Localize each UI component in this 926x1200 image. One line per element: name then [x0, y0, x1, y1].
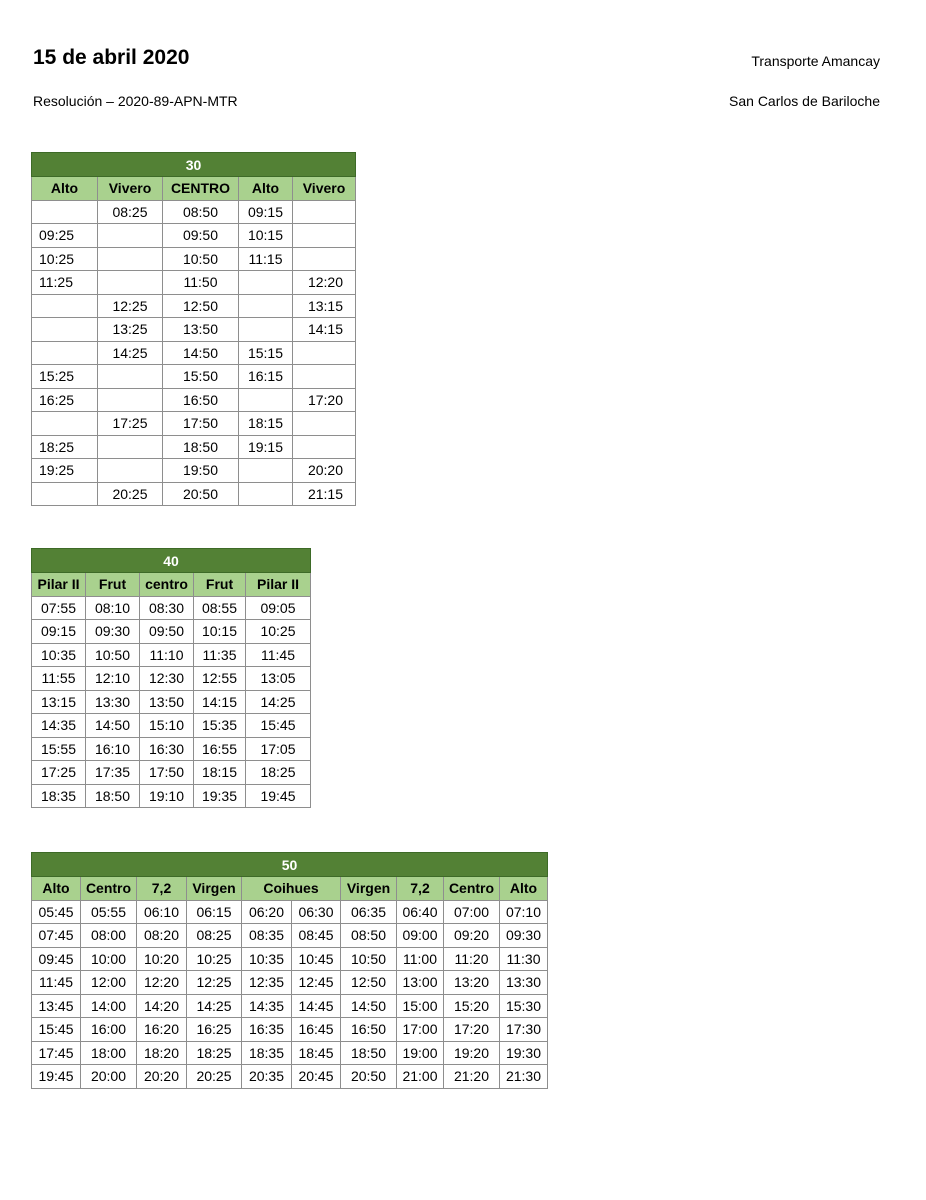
time-cell: 10:50	[341, 947, 397, 971]
time-cell: 18:15	[239, 412, 293, 436]
time-cell: 12:20	[137, 971, 187, 995]
time-cell: 07:10	[500, 900, 548, 924]
time-cell: 08:50	[341, 924, 397, 948]
time-cell: 09:05	[246, 596, 311, 620]
time-cell: 11:25	[32, 271, 98, 295]
table-row	[32, 1065, 548, 1089]
time-cell: 13:25	[98, 318, 163, 342]
time-cell: 10:45	[292, 947, 341, 971]
time-cell: 11:20	[444, 947, 500, 971]
time-cell: 18:25	[246, 761, 311, 785]
table-row	[32, 761, 311, 785]
time-cell: 16:10	[86, 737, 140, 761]
time-cell: 09:00	[397, 924, 444, 948]
time-cell: 08:25	[98, 200, 163, 224]
time-cell: 14:45	[292, 994, 341, 1018]
table-row	[32, 596, 311, 620]
time-cell: 12:35	[242, 971, 292, 995]
time-cell: 10:35	[32, 643, 86, 667]
time-cell: 18:50	[86, 784, 140, 808]
time-cell	[98, 459, 163, 483]
time-cell	[98, 388, 163, 412]
time-cell	[98, 224, 163, 248]
time-cell: 06:10	[137, 900, 187, 924]
time-cell: 19:35	[194, 784, 246, 808]
time-cell: 09:50	[163, 224, 239, 248]
time-cell: 20:50	[341, 1065, 397, 1089]
time-cell	[239, 271, 293, 295]
time-cell: 11:55	[32, 667, 86, 691]
time-cell: 14:25	[98, 341, 163, 365]
time-cell: 11:10	[140, 643, 194, 667]
time-cell: 17:20	[293, 388, 356, 412]
time-cell: 08:00	[81, 924, 137, 948]
column-header: Frut	[194, 573, 246, 597]
time-cell: 15:30	[500, 994, 548, 1018]
time-cell: 17:25	[98, 412, 163, 436]
time-cell: 13:45	[32, 994, 81, 1018]
time-cell: 14:50	[163, 341, 239, 365]
time-cell	[293, 224, 356, 248]
table-row	[32, 294, 356, 318]
time-cell: 09:15	[239, 200, 293, 224]
time-cell: 09:30	[500, 924, 548, 948]
time-cell: 19:00	[397, 1041, 444, 1065]
table-row	[32, 714, 311, 738]
time-cell: 13:30	[86, 690, 140, 714]
table-row	[32, 994, 548, 1018]
time-cell: 21:15	[293, 482, 356, 506]
time-cell	[239, 294, 293, 318]
table-row	[32, 900, 548, 924]
column-header: Virgen	[187, 877, 242, 901]
time-cell: 17:30	[500, 1018, 548, 1042]
table-row	[32, 412, 356, 436]
time-cell: 06:30	[292, 900, 341, 924]
time-cell	[32, 412, 98, 436]
company-name: Transporte Amancay	[751, 53, 880, 69]
route-50-table	[31, 852, 548, 1089]
page-title: 15 de abril 2020	[33, 46, 190, 69]
time-cell: 18:50	[341, 1041, 397, 1065]
time-cell: 20:20	[137, 1065, 187, 1089]
time-cell	[32, 482, 98, 506]
table-row	[32, 643, 311, 667]
time-cell: 06:20	[242, 900, 292, 924]
table-row	[32, 620, 311, 644]
time-cell: 13:15	[32, 690, 86, 714]
time-cell: 06:15	[187, 900, 242, 924]
time-cell: 11:45	[32, 971, 81, 995]
time-cell: 07:45	[32, 924, 81, 948]
time-cell: 10:25	[187, 947, 242, 971]
column-header: Frut	[86, 573, 140, 597]
table-row	[32, 971, 548, 995]
time-cell: 16:50	[341, 1018, 397, 1042]
time-cell: 08:45	[292, 924, 341, 948]
time-cell: 08:55	[194, 596, 246, 620]
route-30-title: 30	[32, 153, 356, 177]
time-cell: 06:40	[397, 900, 444, 924]
table-row	[32, 924, 548, 948]
time-cell: 18:35	[32, 784, 86, 808]
time-cell: 12:50	[341, 971, 397, 995]
table-row	[32, 365, 356, 389]
time-cell: 21:20	[444, 1065, 500, 1089]
route-30-table	[31, 152, 356, 506]
time-cell: 10:50	[86, 643, 140, 667]
time-cell: 16:15	[239, 365, 293, 389]
time-cell: 11:15	[239, 247, 293, 271]
time-cell: 19:15	[239, 435, 293, 459]
column-header: Vivero	[293, 177, 356, 201]
time-cell: 09:30	[86, 620, 140, 644]
time-cell	[239, 482, 293, 506]
time-cell: 11:30	[500, 947, 548, 971]
time-cell: 14:35	[242, 994, 292, 1018]
time-cell: 16:45	[292, 1018, 341, 1042]
column-header: Alto	[239, 177, 293, 201]
time-cell: 14:25	[246, 690, 311, 714]
time-cell: 19:45	[32, 1065, 81, 1089]
time-cell: 13:50	[163, 318, 239, 342]
time-cell: 14:15	[293, 318, 356, 342]
time-cell: 16:30	[140, 737, 194, 761]
time-cell	[98, 271, 163, 295]
time-cell: 14:50	[86, 714, 140, 738]
time-cell: 14:00	[81, 994, 137, 1018]
time-cell: 17:20	[444, 1018, 500, 1042]
time-cell: 11:50	[163, 271, 239, 295]
time-cell	[239, 388, 293, 412]
time-cell: 15:00	[397, 994, 444, 1018]
time-cell: 10:00	[81, 947, 137, 971]
time-cell: 09:45	[32, 947, 81, 971]
time-cell: 21:00	[397, 1065, 444, 1089]
table-row	[32, 435, 356, 459]
time-cell: 08:20	[137, 924, 187, 948]
time-cell: 08:10	[86, 596, 140, 620]
time-cell: 15:35	[194, 714, 246, 738]
time-cell: 15:20	[444, 994, 500, 1018]
time-cell: 20:25	[98, 482, 163, 506]
route-50-title: 50	[32, 853, 548, 877]
time-cell: 13:20	[444, 971, 500, 995]
resolution-text: Resolución – 2020-89-APN-MTR	[33, 93, 238, 109]
route-40-title: 40	[32, 549, 311, 573]
table-row	[32, 737, 311, 761]
route-40-header-row	[32, 573, 311, 597]
table-row	[32, 318, 356, 342]
table-row	[32, 1041, 548, 1065]
table-row	[32, 200, 356, 224]
table-row	[32, 341, 356, 365]
time-cell: 20:20	[293, 459, 356, 483]
time-cell: 17:35	[86, 761, 140, 785]
city-name: San Carlos de Bariloche	[729, 93, 880, 109]
time-cell: 16:25	[187, 1018, 242, 1042]
column-header: centro	[140, 573, 194, 597]
time-cell	[98, 247, 163, 271]
time-cell	[32, 318, 98, 342]
time-cell	[32, 294, 98, 318]
time-cell: 17:50	[140, 761, 194, 785]
time-cell: 16:50	[163, 388, 239, 412]
time-cell: 17:00	[397, 1018, 444, 1042]
column-header: Centro	[81, 877, 137, 901]
time-cell: 19:45	[246, 784, 311, 808]
time-cell: 15:10	[140, 714, 194, 738]
time-cell	[98, 365, 163, 389]
table-row	[32, 388, 356, 412]
time-cell: 17:05	[246, 737, 311, 761]
time-cell: 10:25	[246, 620, 311, 644]
time-cell: 20:25	[187, 1065, 242, 1089]
column-header: Pilar II	[246, 573, 311, 597]
time-cell: 17:25	[32, 761, 86, 785]
time-cell: 19:25	[32, 459, 98, 483]
time-cell: 08:30	[140, 596, 194, 620]
time-cell	[293, 412, 356, 436]
time-cell: 13:30	[500, 971, 548, 995]
table-row	[32, 247, 356, 271]
time-cell	[239, 459, 293, 483]
time-cell: 07:55	[32, 596, 86, 620]
table-row	[32, 947, 548, 971]
time-cell: 12:00	[81, 971, 137, 995]
time-cell: 20:50	[163, 482, 239, 506]
time-cell: 12:50	[163, 294, 239, 318]
time-cell: 13:05	[246, 667, 311, 691]
column-header: 7,2	[137, 877, 187, 901]
time-cell: 20:45	[292, 1065, 341, 1089]
time-cell	[293, 365, 356, 389]
time-cell	[32, 200, 98, 224]
time-cell: 16:20	[137, 1018, 187, 1042]
table-row	[32, 482, 356, 506]
time-cell: 20:35	[242, 1065, 292, 1089]
time-cell	[293, 247, 356, 271]
route-50-header-row	[32, 877, 548, 901]
time-cell: 11:45	[246, 643, 311, 667]
time-cell: 05:55	[81, 900, 137, 924]
time-cell: 14:25	[187, 994, 242, 1018]
time-cell: 16:35	[242, 1018, 292, 1042]
table-row	[32, 224, 356, 248]
table-row	[32, 667, 311, 691]
time-cell: 05:45	[32, 900, 81, 924]
column-header: Alto	[500, 877, 548, 901]
time-cell: 15:45	[32, 1018, 81, 1042]
time-cell: 15:45	[246, 714, 311, 738]
time-cell: 18:45	[292, 1041, 341, 1065]
time-cell: 13:00	[397, 971, 444, 995]
time-cell: 10:15	[194, 620, 246, 644]
time-cell: 13:50	[140, 690, 194, 714]
column-header: Virgen	[341, 877, 397, 901]
time-cell: 09:15	[32, 620, 86, 644]
time-cell: 10:35	[242, 947, 292, 971]
table-row	[32, 459, 356, 483]
time-cell: 11:35	[194, 643, 246, 667]
time-cell: 08:25	[187, 924, 242, 948]
column-header: 7,2	[397, 877, 444, 901]
column-header: Alto	[32, 877, 81, 901]
time-cell: 10:20	[137, 947, 187, 971]
time-cell: 18:25	[187, 1041, 242, 1065]
time-cell: 15:15	[239, 341, 293, 365]
time-cell: 17:50	[163, 412, 239, 436]
time-cell: 14:50	[341, 994, 397, 1018]
time-cell: 08:35	[242, 924, 292, 948]
time-cell: 14:20	[137, 994, 187, 1018]
time-cell: 08:50	[163, 200, 239, 224]
time-cell: 12:20	[293, 271, 356, 295]
time-cell: 19:30	[500, 1041, 548, 1065]
column-header: Coihues	[242, 877, 341, 901]
table-row	[32, 690, 311, 714]
time-cell: 12:45	[292, 971, 341, 995]
column-header: CENTRO	[163, 177, 239, 201]
time-cell: 10:15	[239, 224, 293, 248]
time-cell: 18:20	[137, 1041, 187, 1065]
time-cell: 21:30	[500, 1065, 548, 1089]
time-cell: 13:15	[293, 294, 356, 318]
time-cell: 20:00	[81, 1065, 137, 1089]
time-cell: 11:00	[397, 947, 444, 971]
column-header: Vivero	[98, 177, 163, 201]
time-cell: 15:55	[32, 737, 86, 761]
time-cell: 12:10	[86, 667, 140, 691]
column-header: Centro	[444, 877, 500, 901]
time-cell: 18:25	[32, 435, 98, 459]
time-cell: 15:50	[163, 365, 239, 389]
time-cell: 19:20	[444, 1041, 500, 1065]
time-cell: 12:25	[98, 294, 163, 318]
time-cell: 18:35	[242, 1041, 292, 1065]
table-row	[32, 1018, 548, 1042]
table-row	[32, 271, 356, 295]
time-cell: 16:00	[81, 1018, 137, 1042]
time-cell: 17:45	[32, 1041, 81, 1065]
column-header: Pilar II	[32, 573, 86, 597]
time-cell: 14:15	[194, 690, 246, 714]
time-cell	[293, 341, 356, 365]
route-40-table	[31, 548, 311, 808]
time-cell: 10:50	[163, 247, 239, 271]
column-header: Alto	[32, 177, 98, 201]
time-cell: 12:55	[194, 667, 246, 691]
time-cell: 10:25	[32, 247, 98, 271]
time-cell: 18:00	[81, 1041, 137, 1065]
time-cell	[293, 200, 356, 224]
time-cell: 18:50	[163, 435, 239, 459]
time-cell: 19:10	[140, 784, 194, 808]
route-30-header-row	[32, 177, 356, 201]
time-cell: 09:25	[32, 224, 98, 248]
time-cell: 19:50	[163, 459, 239, 483]
time-cell: 14:35	[32, 714, 86, 738]
time-cell	[293, 435, 356, 459]
time-cell: 18:15	[194, 761, 246, 785]
time-cell: 16:55	[194, 737, 246, 761]
time-cell: 12:25	[187, 971, 242, 995]
time-cell: 15:25	[32, 365, 98, 389]
time-cell: 16:25	[32, 388, 98, 412]
time-cell	[98, 435, 163, 459]
time-cell: 09:50	[140, 620, 194, 644]
time-cell: 07:00	[444, 900, 500, 924]
time-cell: 06:35	[341, 900, 397, 924]
time-cell	[239, 318, 293, 342]
time-cell: 09:20	[444, 924, 500, 948]
time-cell	[32, 341, 98, 365]
time-cell: 12:30	[140, 667, 194, 691]
table-row	[32, 784, 311, 808]
